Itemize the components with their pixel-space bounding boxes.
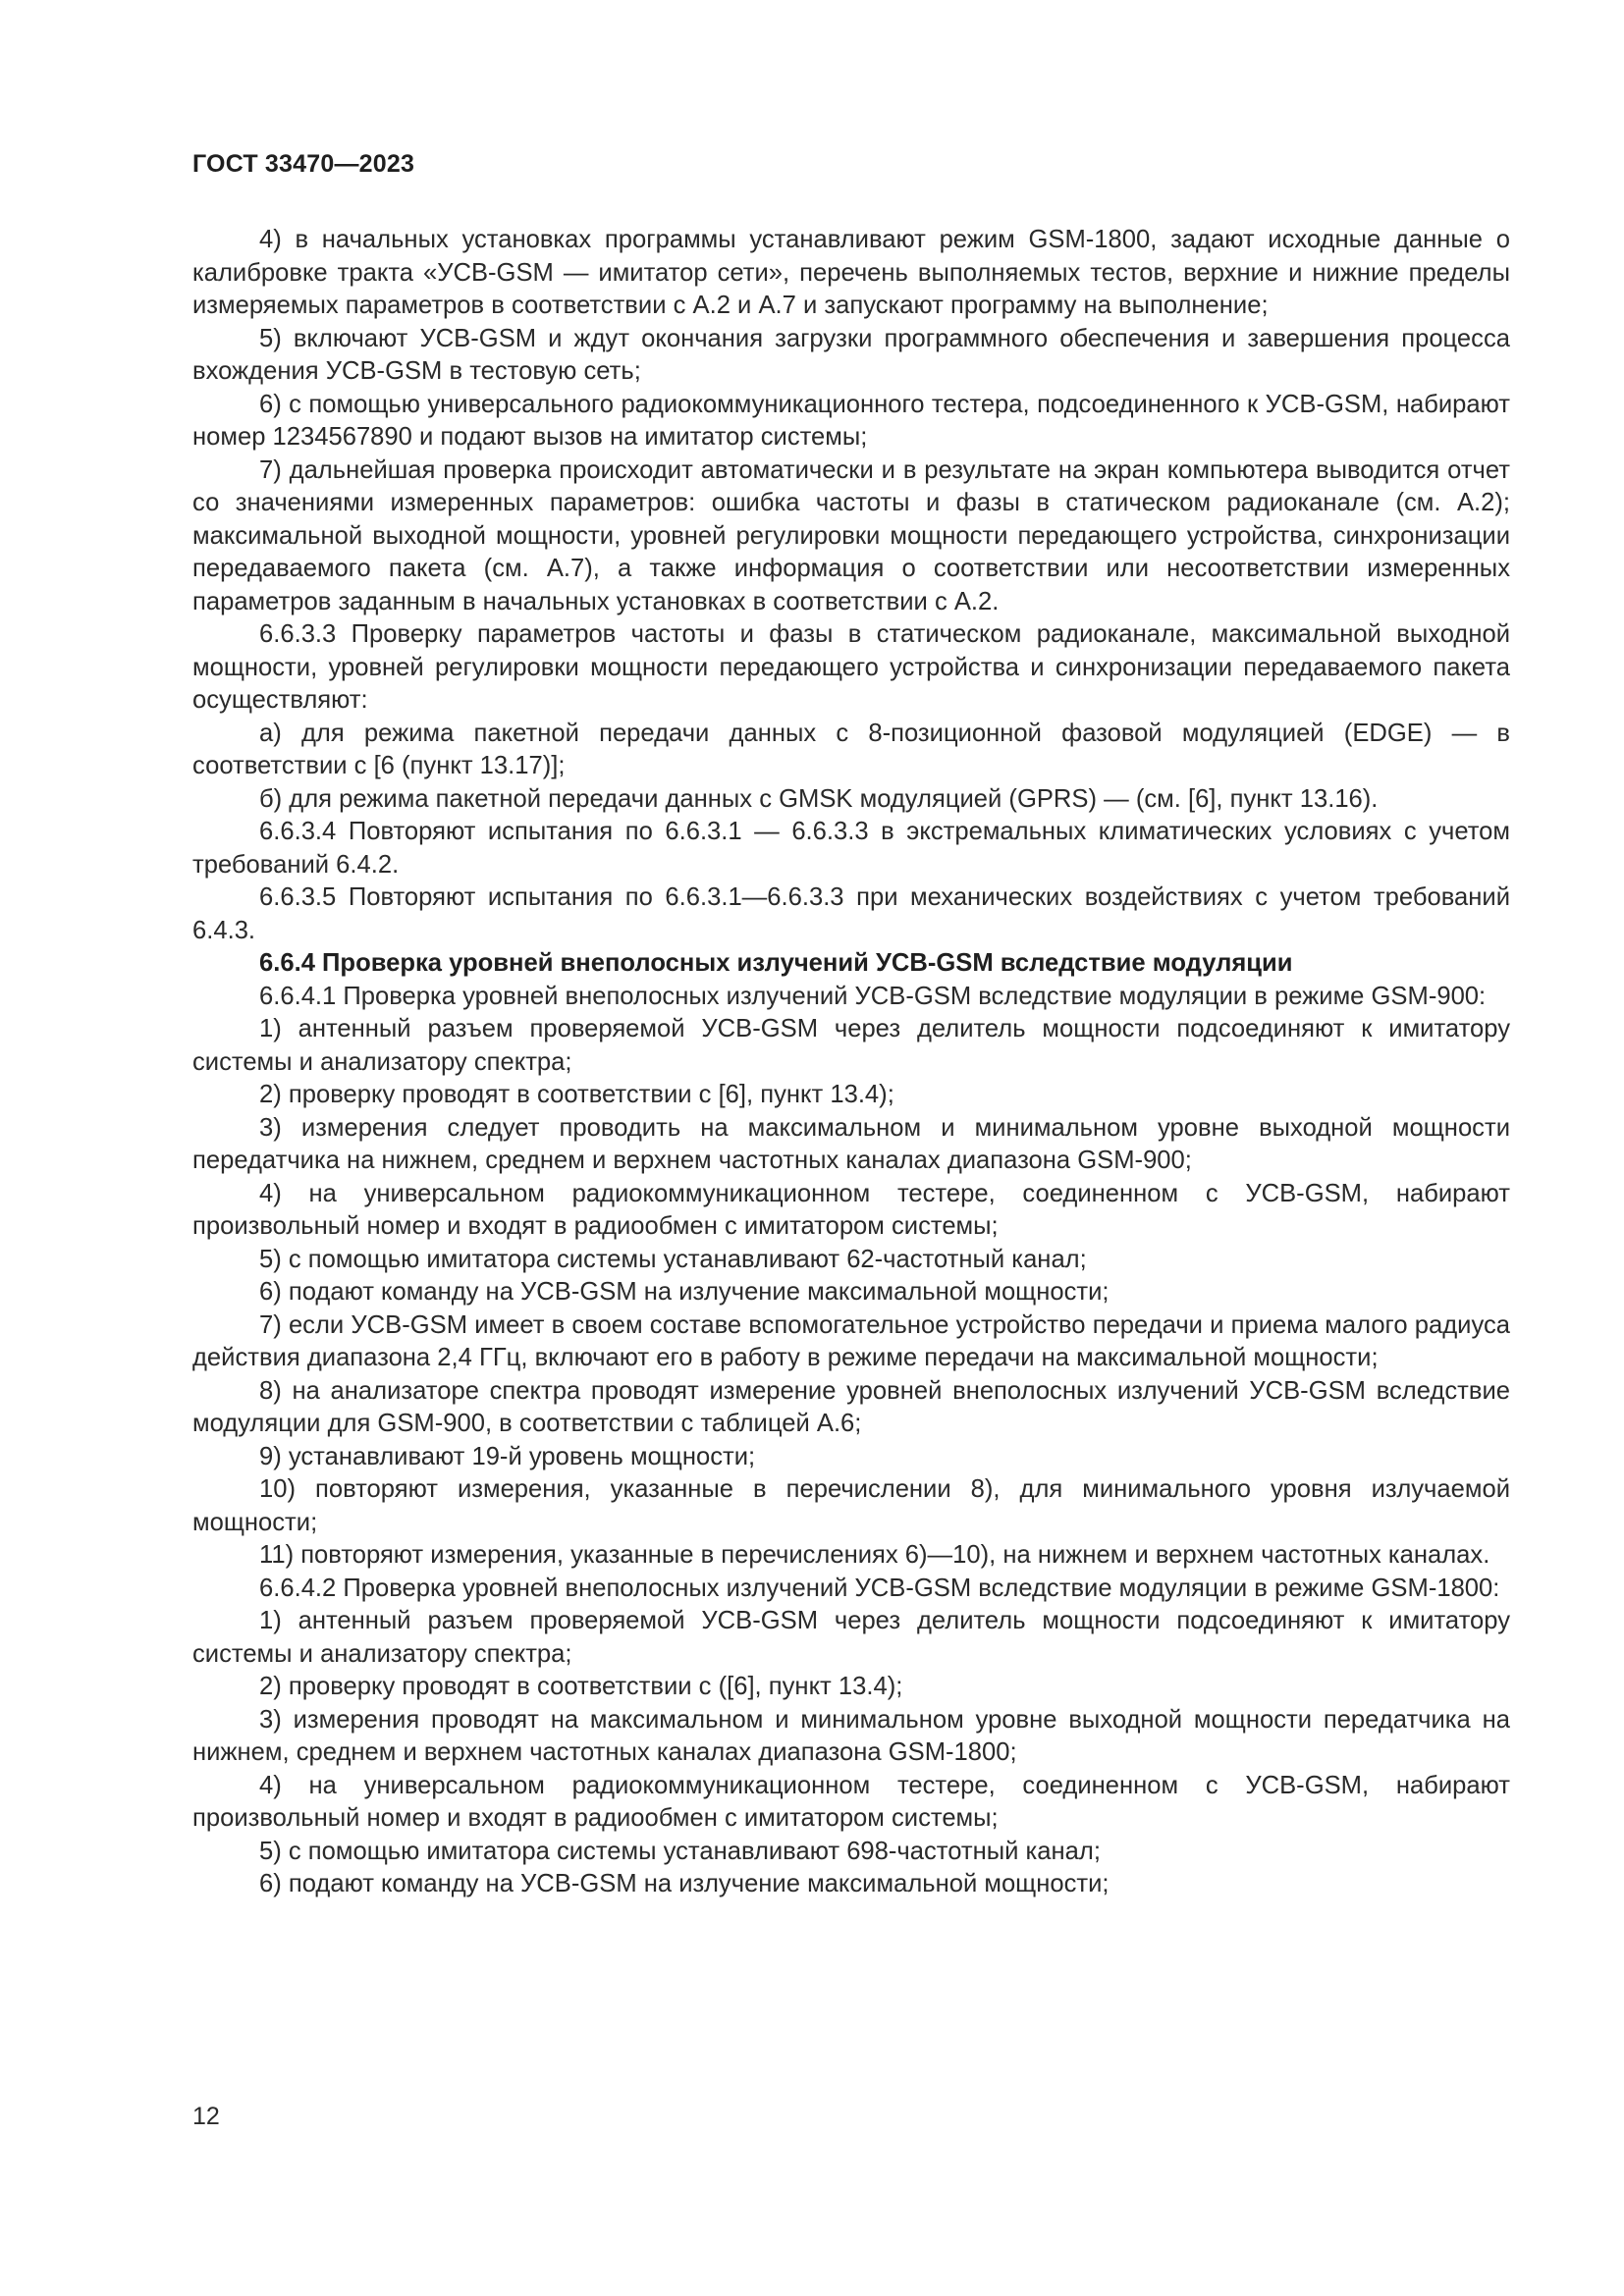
paragraph: 6.6.4.2 Проверка уровней внеполосных излучений УСВ-GSM вследствие модуляции в режиме GSM-1800: (259, 1574, 1500, 1602)
paragraph: 2) проверку проводят в соответствии с [6], пункт 13.4); (259, 1081, 894, 1108)
document-body (192, 224, 1510, 1901)
section-heading: 6.6.4 Проверка уровней внеполосных излучений УСВ-GSM вследствие модуляции (259, 949, 1293, 977)
paragraph: 2) проверку проводят в соответствии с ([6], пункт 13.4); (259, 1673, 903, 1700)
paragraph: 1) антенный разъем проверяемой УСВ-GSM через делитель мощности подсоединяют к имитатору системы и анализатору спектра; (192, 1015, 1510, 1076)
paragraph: 4) на универсальном радиокоммуникационном тестере, соединенном с УСВ-GSM, набирают произвольный номер и входят в радиообмен с имитатором системы; (192, 1179, 1510, 1240)
paragraph: 5) включают УСВ-GSM и ждут окончания загрузки программного обеспечения и завершения процесса вхождения УСВ-GSM в тестовую сеть; (192, 324, 1510, 385)
page-number: 12 (192, 2103, 220, 2130)
paragraph: б) для режима пакетной передачи данных с GMSK модуляцией (GPRS) — (см. [6], пункт 13.16). (259, 784, 1379, 813)
paragraph: а) для режима пакетной передачи данных с 8-позиционной фазовой модуляцией (EDGE) — в соответствии с [6 (пункт 13.17)]; (192, 719, 1510, 779)
paragraph: 1) антенный разъем проверяемой УСВ-GSM через делитель мощности подсоединяют к имитатору системы и анализатору спектра; (192, 1607, 1510, 1668)
paragraph: 7) дальнейшая проверка происходит автоматически и в результате на экран компьютера выводится отчет со значениями измеренных параметров: ошибка частоты и фазы в статическом радиоканале (см. А.2); максимальной выходной мощности, уровней регулировки мощности передающего устройства, синхронизации передаваемого пакета (см. А.7), а также информация о соответствии или несоответствии измеренных параметров заданным в начальных установках в соответствии с А.2. (192, 455, 1510, 615)
paragraph: 6) с помощью универсального радиокоммуникационного тестера, подсоединенного к УСВ-GSM, набирают номер 1234567890 и подают вызов на имитатор системы; (192, 390, 1510, 451)
paragraph: 5) с помощью имитатора системы устанавливают 698-частотный канал; (259, 1837, 1101, 1865)
paragraph: 7) если УСВ-GSM имеет в своем составе вспомогательное устройство передачи и приема малого радиуса действия диапазона 2,4 ГГц, включают его в работу в режиме передачи на максимальной мощности; (192, 1310, 1510, 1371)
paragraph: 5) с помощью имитатора системы устанавливают 62-частотный канал; (259, 1245, 1087, 1273)
paragraph: 6) подают команду на УСВ-GSM на излучение максимальной мощности; (259, 1870, 1110, 1897)
paragraph: 8) на анализаторе спектра проводят измерение уровней внеполосных излучений УСВ-GSM вследствие модуляции для GSM-900, в соответствии с таблицей А.6; (192, 1376, 1510, 1437)
paragraph: 4) на универсальном радиокоммуникационном тестере, соединенном с УСВ-GSM, набирают произвольный номер и входят в радиообмен с имитатором системы; (192, 1771, 1510, 1832)
paragraph: 3) измерения следует проводить на максимальном и минимальном уровне выходной мощности передатчика на нижнем, среднем и верхнем частотных каналах диапазона GSM-900; (192, 1113, 1510, 1174)
paragraph: 4) в начальных установках программы устанавливают режим GSM-1800, задают исходные данные о калибровке тракта «УСВ-GSM — имитатор сети», перечень выполняемых тестов, верхние и нижние пределы измеряемых параметров в соответствии с А.2 и А.7 и запускают программу на выполнение; (192, 226, 1510, 319)
document-header: ГОСТ 33470—2023 (192, 150, 415, 178)
paragraph: 6.6.3.3 Проверку параметров частоты и фазы в статическом радиоканале, максимальной выходной мощности, уровней регулировки мощности передающего устройства и синхронизации передаваемого пакета осуществляют: (192, 620, 1510, 714)
paragraph: 3) измерения проводят на максимальном и минимальном уровне выходной мощности передатчика на нижнем, среднем и верхнем частотных каналах диапазона GSM-1800; (192, 1705, 1510, 1766)
paragraph: 11) повторяют измерения, указанные в перечислениях 6)—10), на нижнем и верхнем частотных каналах. (259, 1541, 1490, 1569)
paragraph: 9) устанавливают 19-й уровень мощности; (259, 1442, 756, 1470)
paragraph: 6.6.4.1 Проверка уровней внеполосных излучений УСВ-GSM вследствие модуляции в режиме GSM-900: (259, 982, 1487, 1010)
paragraph: 6) подают команду на УСВ-GSM на излучение максимальной мощности; (259, 1278, 1110, 1306)
paragraph: 6.6.3.5 Повторяют испытания по 6.6.3.1—6.6.3.3 при механических воздействиях с учетом требований 6.4.3. (192, 883, 1510, 944)
paragraph: 10) повторяют измерения, указанные в перечислении 8), для минимального уровня излучаемой мощности; (192, 1475, 1510, 1536)
paragraph: 6.6.3.4 Повторяют испытания по 6.6.3.1 — 6.6.3.3 в экстремальных климатических условиях с учетом требований 6.4.2. (192, 818, 1510, 879)
